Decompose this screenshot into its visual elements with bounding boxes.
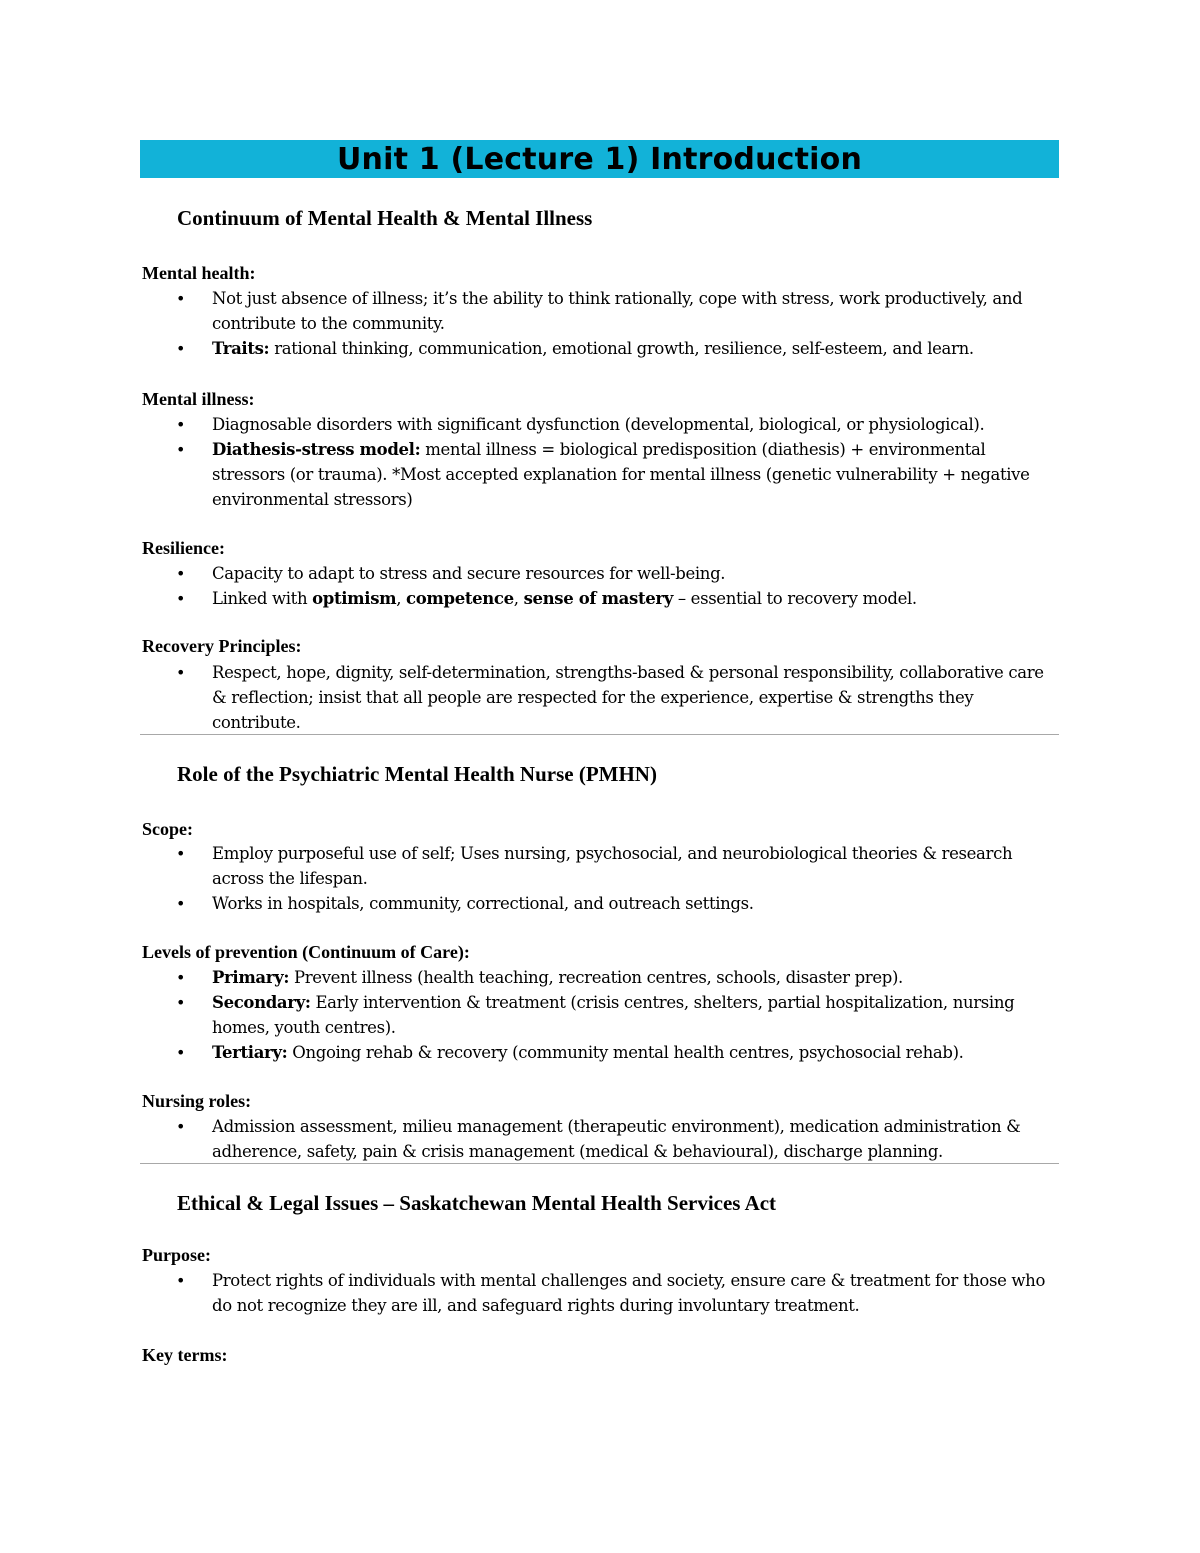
subheading-key-terms: Key terms: [142,1345,228,1365]
bullet-item: Primary: Prevent illness (health teaching, recreation centres, schools, disaster prep). [212,968,903,987]
subheading-purpose: Purpose: [142,1245,211,1265]
bullet-item: Tertiary: Ongoing rehab & recovery (community mental health centres, psychosocial rehab). [212,1043,964,1062]
subheading-resilience: Resilience: [142,538,225,558]
subheading-nursing-roles: Nursing roles: [142,1091,252,1111]
subheading-scope: Scope: [142,819,193,839]
section-divider [140,1163,1059,1164]
bullet-icon: • [176,1043,186,1062]
bullet-item: Employ purposeful use of self; Uses nursing, psychosocial, and neurobiological theories & research across the lifespan. [212,844,1013,888]
bullet-item: Works in hospitals, community, correctional, and outreach settings. [212,894,754,913]
subheading-recovery-principles: Recovery Principles: [142,636,302,656]
section-heading-ethical-legal: Ethical & Legal Issues – Saskatchewan Mental Health Services Act [177,1191,777,1215]
bullet-item: Protect rights of individuals with mental challenges and society, ensure care & treatment for those who do not recognize they are ill, and safeguard rights during involuntary treatment. [212,1271,1046,1315]
bullet-icon: • [176,968,186,987]
bullet-item: Diathesis-stress model: mental illness = biological predisposition (diathesis) + environmental stressors (or trauma). *Most accepted explanation for mental illness (genetic vulnerability + negative environmental stressors) [212,440,1030,509]
bullet-icon: • [176,1117,186,1136]
section-divider [140,734,1059,735]
bullet-item: Not just absence of illness; it’s the ability to think rationally, cope with stress, work productively, and contribute to the community. [212,289,1023,333]
section-heading-continuum: Continuum of Mental Health & Mental Illness [177,206,593,230]
subheading-levels-of-prevention: Levels of prevention (Continuum of Care): [142,942,470,962]
bullet-item: Capacity to adapt to stress and secure resources for well-being. [212,564,726,583]
bullet-icon: • [176,1271,186,1290]
bullet-icon: • [176,844,186,863]
bullet-item: Secondary: Early intervention & treatment (crisis centres, shelters, partial hospitalization, nursing homes, youth centres). [212,993,1015,1037]
bullet-icon: • [176,663,186,682]
bullet-item: Traits: rational thinking, communication, emotional growth, resilience, self-esteem, and learn. [212,339,974,358]
bullet-icon: • [176,993,186,1012]
bullet-item: Linked with optimism, competence, sense of mastery – essential to recovery model. [212,589,917,608]
subheading-mental-illness: Mental illness: [142,389,255,409]
bullet-icon: • [176,440,186,459]
subheading-mental-health: Mental health: [142,263,256,283]
bullet-icon: • [176,339,186,358]
title-banner [140,140,1059,178]
bullet-icon: • [176,894,186,913]
bullet-icon: • [176,415,186,434]
bullet-item: Diagnosable disorders with significant dysfunction (developmental, biological, or physiological). [212,415,985,434]
bullet-item: Admission assessment, milieu management (therapeutic environment), medication administration & adherence, safety, pain & crisis management (medical & behavioural), discharge planning. [212,1117,1021,1161]
bullet-icon: • [176,589,186,608]
bullet-icon: • [176,289,186,308]
bullet-item: Respect, hope, dignity, self-determination, strengths-based & personal responsibility, collaborative care & reflection; insist that all people are respected for the experience, expertise & strengths they contribute. [212,663,1044,732]
section-heading-pmhn: Role of the Psychiatric Mental Health Nurse (PMHN) [177,762,657,786]
page-title: Unit 1 (Lecture 1) Introduction [336,141,863,177]
bullet-icon: • [176,564,186,583]
